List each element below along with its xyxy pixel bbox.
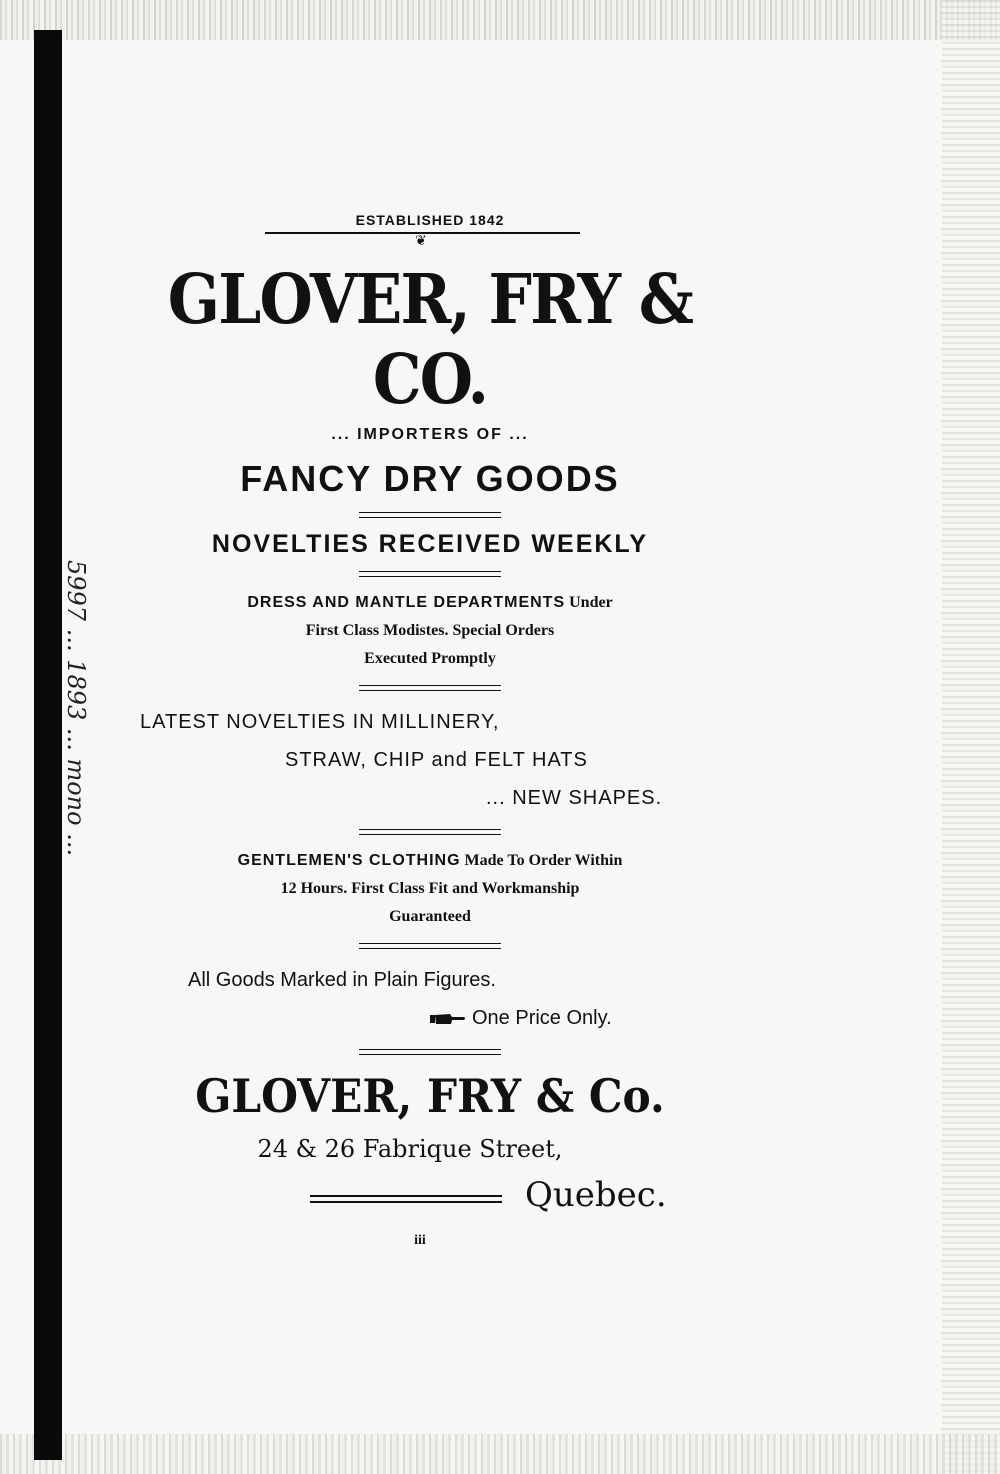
city-rule (310, 1195, 502, 1203)
scan-edge-right (942, 0, 1000, 1474)
divider (359, 685, 501, 691)
millinery-line-2: STRAW, CHIP and FELT HATS (285, 749, 588, 771)
divider (359, 512, 501, 518)
divider (359, 571, 501, 577)
millinery-block (130, 703, 730, 817)
novelties-heading: NOVELTIES RECEIVED WEEKLY (211, 530, 649, 558)
city-row (130, 1175, 730, 1221)
scan-edge-bottom (0, 1434, 1000, 1474)
plain-line-1: All Goods Marked in Plain Figures. (188, 969, 496, 991)
dept-line-1-rest: Under (565, 594, 613, 611)
gents-caps: GENTLEMEN'S CLOTHING (237, 852, 461, 869)
fancy-dry-goods-heading: FANCY DRY GOODS (240, 458, 620, 499)
binding-spine (34, 30, 62, 1460)
gents-line-3: Guaranteed (389, 908, 471, 925)
gents-line-2: 12 Hours. First Class Fit and Workmanship (280, 880, 580, 897)
dept-caps: DRESS AND MANTLE DEPARTMENTS (247, 594, 566, 611)
street-address: 24 & 26 Fabrique Street, (257, 1135, 563, 1163)
page-number: iii (414, 1233, 426, 1248)
divider (359, 943, 501, 949)
dept-line-1 (130, 589, 730, 617)
millinery-line-1: LATEST NOVELTIES IN MILLINERY, (140, 711, 500, 733)
gents-line-1-rest: Made To Order Within (460, 852, 623, 869)
dept-line-3: Executed Promptly (364, 650, 496, 667)
plain-figures-block (130, 961, 730, 1037)
gents-line-1 (130, 847, 730, 875)
margin-note-text: 5997 ... 1893 ... mono ... (62, 560, 90, 857)
company-footer-title: GLOVER, FRY & Co. (195, 1069, 665, 1123)
scan-edge-top (0, 0, 1000, 40)
advertisement (130, 200, 730, 1249)
company-title: GLOVER, FRY & CO. (167, 260, 693, 420)
one-price-text: One Price Only. (472, 1007, 612, 1029)
city-name: Quebec. (525, 1175, 667, 1215)
plain-line-2 (130, 999, 730, 1037)
dept-line-2: First Class Modistes. Special Orders (305, 622, 555, 639)
divider (359, 1049, 501, 1055)
handwritten-margin-note (62, 560, 100, 1440)
dress-mantle-paragraph (130, 589, 730, 673)
established-line: ESTABLISHED 1842 (355, 212, 505, 228)
millinery-line-3: ... NEW SHAPES. (486, 787, 663, 809)
gentlemens-clothing-paragraph (130, 847, 730, 931)
pointing-hand-icon (430, 1012, 466, 1026)
importers-line: ... IMPORTERS OF ... (331, 426, 529, 443)
divider (359, 829, 501, 835)
ornament-icon: ❦ (415, 234, 427, 249)
